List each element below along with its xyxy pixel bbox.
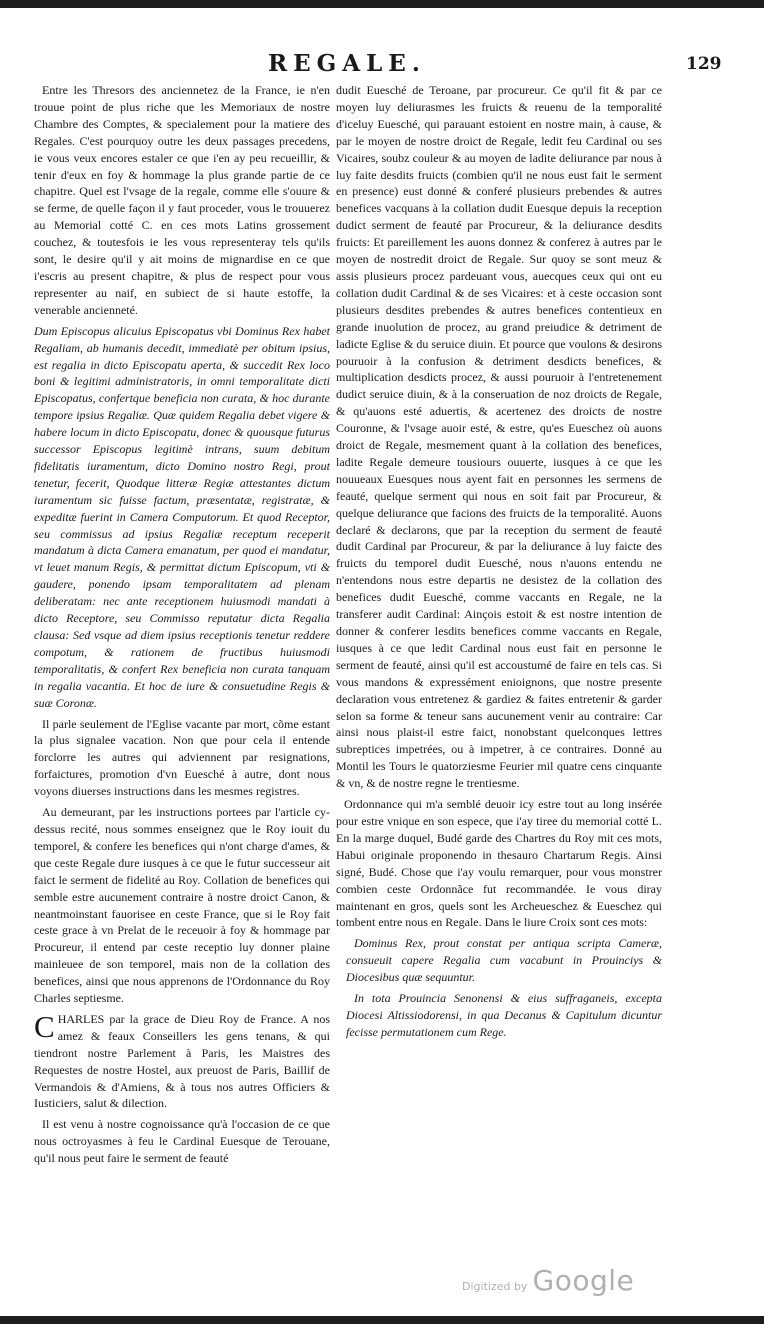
ordinance-body-start: Il est venu à nostre cognoissance qu'à l'occasion de ce que nous octroyasmes à feu le Cardinal Euesque de Terouane, qu'il nous peut faire le serment de feauté bbox=[34, 1117, 330, 1166]
scan-border-bottom bbox=[0, 1316, 764, 1324]
ordinance-salutation: HARLES par la grace de Dieu Roy de France. A nos amez & feaux Conseillers les gens tenans, & qui tiendront nostre Parlement à Paris, les Maistres des Requestes de nostre Hostel, aux preuost de Paris, Baillif de Vermandois & d'Amiens, & à tous nos autres Officiers & Iusticiers, salut & dilection. bbox=[34, 1011, 330, 1111]
right-column bbox=[336, 82, 662, 1045]
drop-cap-initial: C bbox=[34, 1008, 55, 1044]
paragraph-instructions: Au demeurant, par les instructions portees par l'article cy-dessus recité, nous sommes enseignez que le Roy iouit du temporel, & confere les benefices qui n'ont charge d'ames, & que ceste Regale dure iusques à ce que le futur successeur ait faict le serment de fidelité au Roy. Collation de benefices qui semble estre aucunement contraire à nostre droict Canon, & neantmoinstant fauorisee en ceste France, que si le Roy fait ceste grace à vn Prelat de le receuoir à foy & hommage par Procureur, il entend par ceste receptio luy donner plaine mainleuee de son temporel, mais non de la collation des benefices, ainsi que nous apprenons de l'Ordonnance du Roy Charles septiesme. bbox=[34, 805, 330, 1006]
scan-border-top bbox=[0, 0, 764, 8]
latin-quote-2: In tota Prouincia Senonensi & eius suffraganeis, excepta Diocesi Altissiodorensi, in qua Decanus & Capitulum dicuntur fecisse permutationem cum Rege. bbox=[346, 991, 662, 1039]
page-number: 129 bbox=[686, 54, 722, 74]
paragraph-intro: Entre les Thresors des anciennetez de la France, ie n'en trouue point de plus riche que les Memoriaux de nostre Chambre des Comptes, & specialement pour la matiere des Regales. C'est pourquoy outre les deux passages precedens, ie vous veux encores estaler ce que i'en ay peu recueillir, & tenir d'eux en foy & hommage la plus grande partie de ce chapitre. Quel est l'vsage de la regale, comme elle s'ouure & se ferme, de quelle façon il y faut proceder, vous le trouuerez au Memorial cotté C. en ces mots Latins grossement couchez, & toutesfois ie les vous representeray tels qu'ils sont, le desire qu'il y ait moins de mignardise en ce que i'escris au present chapitre, & plus de respect pour vous representer au naif, en subiect de si haute estoffe, la venerable ancienneté. bbox=[34, 83, 330, 317]
digitization-watermark bbox=[462, 1264, 634, 1297]
ordinance-body-continued: dudit Euesché de Teroane, par procureur. Ce qu'il fit & par ce moyen luy deliurasmes les fruicts & reuenu de la temporalité d'iceluy Euesché, qui parauant estoient en nostre main, à cause, & par le moyen de nostre droict de Regale, ledit feu Cardinal ou ses Vicaires, soubz couleur & au moyen de ladite deliurance par nous à luy faite desdits fruicts (combien qu'il ne nous eust fait le serment en presence) eust donné & conferé plusieurs prebendes & autres benefices vacquans à la collation dudit Euesque depuis la reception dudict serment de feauté par Procureur, & la deliurance desdits fruicts: Et pareillement les auons donnez & conferez à autres par le moyen de nostredit droict de Regale. Sur quoy se sont meuz & assis plusieurs procez pardeuant vous, auecques ceux qui ont eu collation dudit Cardinal & de ses Vicaires: et à ceste occasion sont plusieurs desdites prebendes & autres benefices contentieux en grande inuolution de procez, au grand preiudice & detriment de ladicte Eglise & du seruice diuin. Et pource que voulons & desirons pouruoir à la confusion & detriment desdicts benefices, & multiplication desdicts procez, & aussi pouruoir à l'entretenement dudict seruice diuin, & à la conseruation de noz droicts de Regale, & qu'auons esté aduertis, & acertenez des droicts de nostre Couronne, & l'vsage auoir esté, & estre, qu'es Eueschez où auons droict de Regale, mesmement quant à la collation des benefices, ladite Regale demeure tousiours ouuerte, iusques à ce que les nouueaux Euesques nous ayent fait en personnes les sermens de feauté, quelque serment qui nous en soit fait par Procureur, & quelque deliurance que facions des fruicts de la temporalité. Auons declaré & declarons, que par la reception du serment de feauté dudit Cardinal par Procureur, & par la deliurance à luy faicte des fruicts du temporel dudit Euesché, nous n'auons entendu ne n'entendons nous estre departis ne desistez de la collation des benefices dudit Euesché, comme vaccants en Regale, ne la transferer audit Cardinal: Ainçois estoit & est nostre intention de donner & conferer lesdits benefices comme vaccants en Regale, iusques à ce que ledit Cardinal nous eust fait en personne le serment de feauté, ainsi qu'il est accoustumé de faire en tels cas. Si vous mandons & expressément enioignons, que nostre presente declaration vous entretenez & gardiez & faites entretenir & garder selon sa forme & teneur sans aucunement venir au contraire: Car ainsi nous plaist-il estre faict, nonobstant quelconques lettres subreptices impetrées, ou à impetrer, à ce contraires. Donné au Montil les Tours le quatorziesme Feurier mil quatre cens cinquante & vn, & de nostre regne le trentiesme. bbox=[336, 83, 662, 791]
left-column bbox=[34, 82, 330, 1171]
ordinance-opening bbox=[34, 1008, 330, 1112]
latin-quote-1: Dominus Rex, prout constat per antiqua scripta Cameræ, consueuit capere Regalia cum vacabunt in Prouinciys & Diocesibus quæ sequuntur. bbox=[346, 936, 662, 985]
paragraph-commentary: Il parle seulement de l'Eglise vacante par mort, cõme estant la plus signalee vacation. Non que pour cela il entende forclorre les autres qui adviennent par resignations, forfaictures, promotion d'vn Euesché à autre, dont nous voyons diuerses instructions dans les mesmes registres. bbox=[34, 716, 330, 799]
paragraph-ordinance-note: Ordonnance qui m'a semblé deuoir icy estre tout au long insérée pour estre vnique en son espece, que i'ay tiree du memorial cotté L. En la marge duquel, Budé garde des Chartres du Roy mit ces mots, Habui originale proponendo in thesauro Chartarum Regis. Ainsi signé, Budé. Chose que i'ay voulu remarquer, pour vous monstrer combien ceste Ordonnãce fut recommandée. Ie vous diray maintenant en gros, quels sont les Archeueschez & Eueschez qui tombent entre nous en Regale. Dans le liure Croix sont ces mots: bbox=[336, 797, 662, 930]
latin-passage: Dum Episcopus alicuius Episcopatus vbi Dominus Rex habet Regaliam, ab humanis decedit, immediatè per obitum ipsius, est regalia in dicto Episcopatu aperta, & succedit Rex loco boni & legitimi administratoris, in omni temporalitate dicti Episcopatus, confertque beneficia non curata, & hoc durante tempore ipsius Regaliæ. Quæ quidem Regalia debet vigere & habere locum in dicto Episcopatu, donec & quousque futurus successor Episcopus legitimè intrans, suum debitum fidelitatis iuramentum, dicto Domino nostro Regi, prout tenetur, fecerit, Quodque litteræ Regiæ attestantes dictum iuramentum sic fuisse factum, præsentatæ, registratæ, & expeditæ fuerint in Camera Computorum. Et quod Receptor, seu commissus ad ipsius Regaliæ receptum receperit mandatum à dicta Camera emanatum, per quod ei mandatur, vt leuet manum Regis, & permittat dictum Episcopum, vti & gaudere, ponendo ipsam temporalitatem ad plenam deliberatam: nec ante receptionem huiusmodi mandati à dicto Receptore, seu Commisso reputatur dicta Regalia clausa: Sed vsque ad diem ipsius receptionis tenetur reddere compotum, & rationem de fructibus huiusmodi temporalitatis, & confert Rex beneficia non curata tanquam in regalia vacantia. Et hoc de iure & consuetudine Regis & suæ Coronæ. bbox=[34, 323, 330, 710]
watermark-prefix: Digitized by bbox=[462, 1280, 528, 1293]
running-title: REGALE. bbox=[268, 50, 426, 77]
google-logo-text: Google bbox=[532, 1264, 635, 1297]
